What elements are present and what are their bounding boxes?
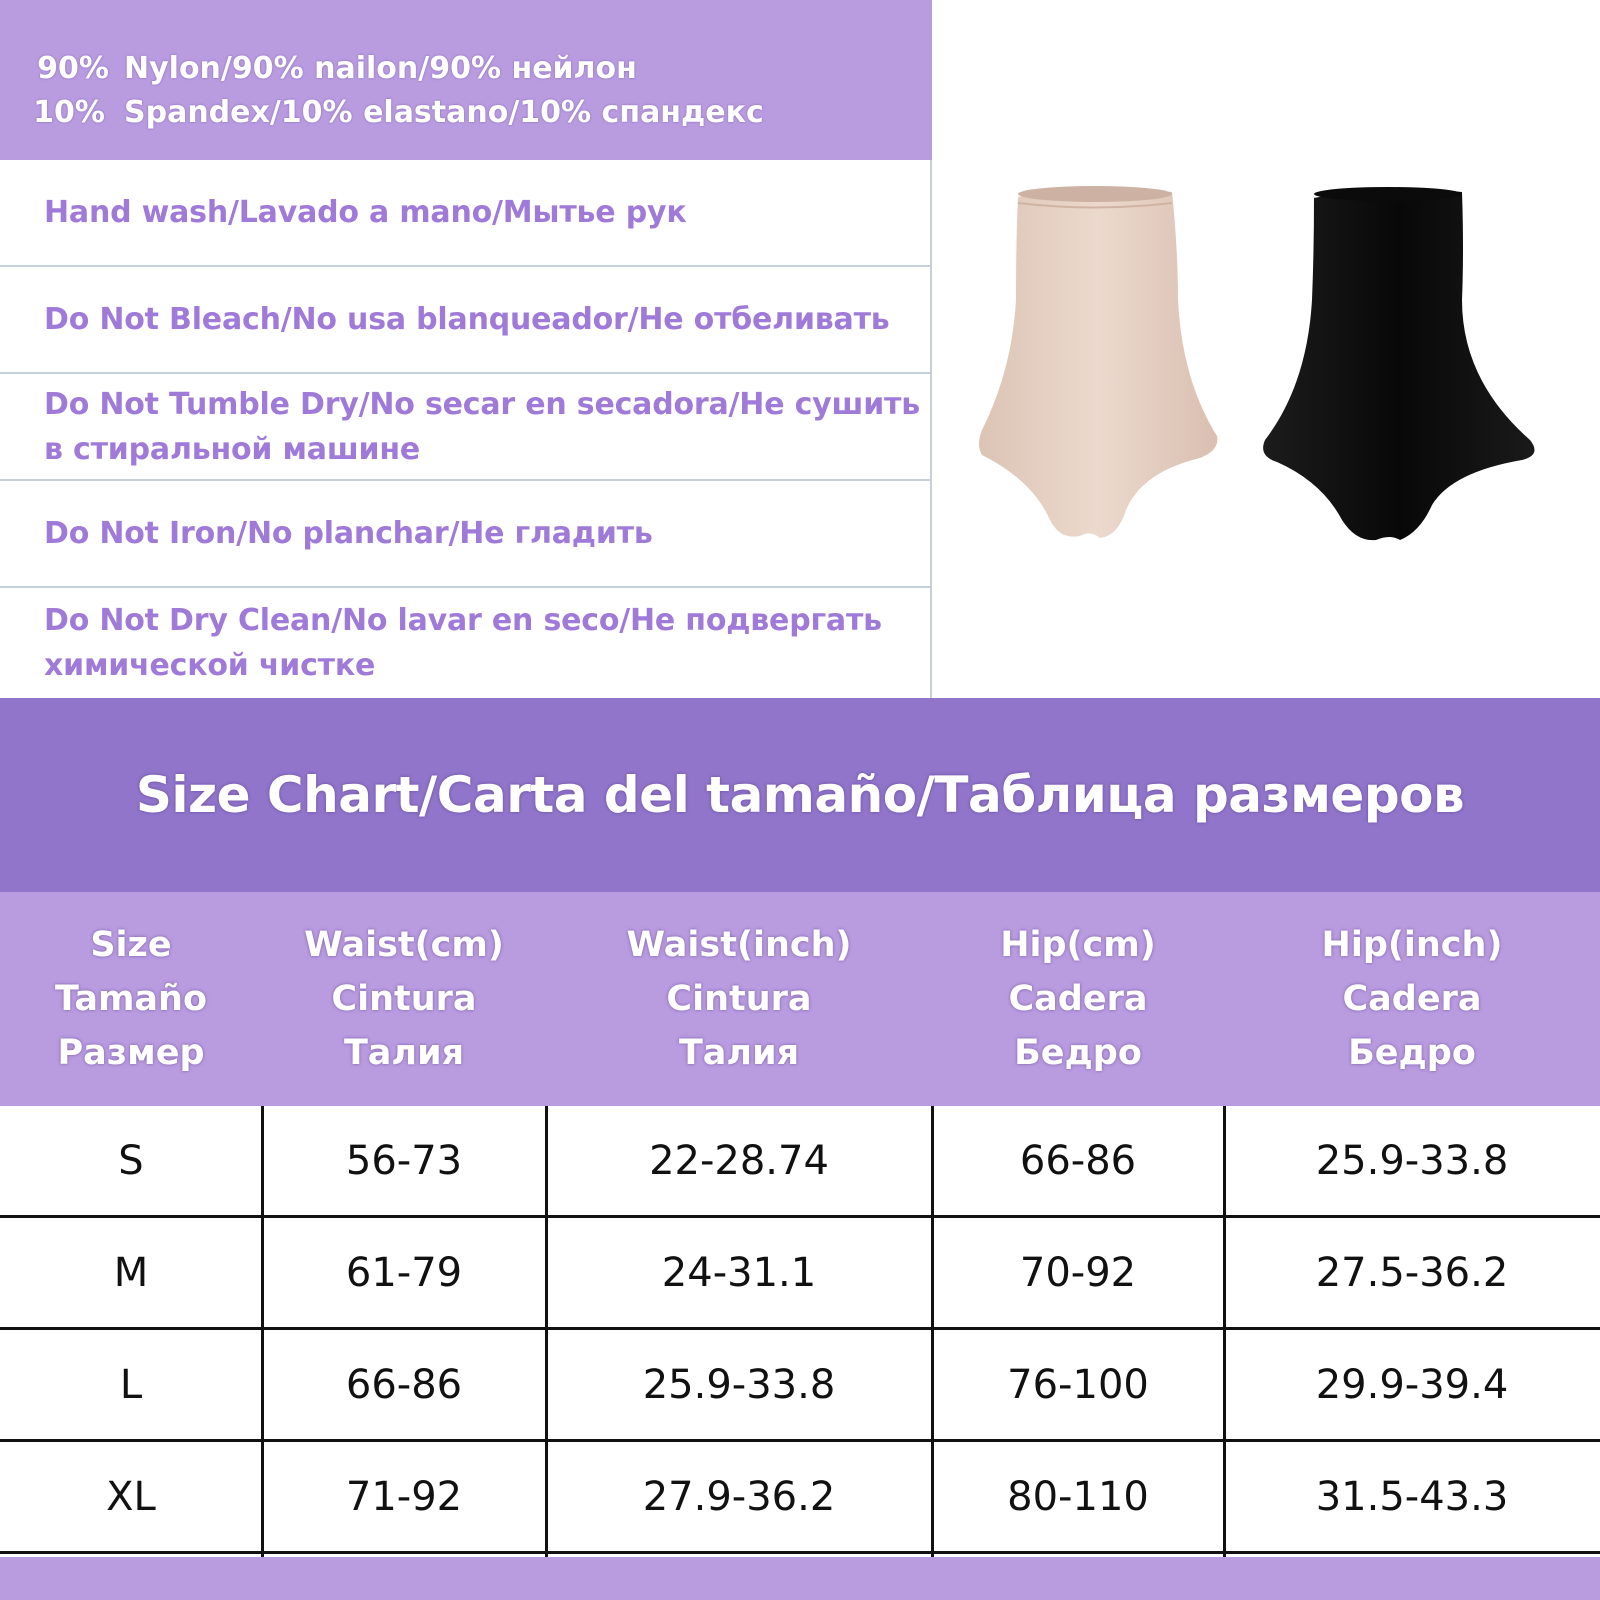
product-images (932, 0, 1600, 698)
table-row (0, 1442, 1600, 1554)
cell-size: XL (106, 1473, 156, 1520)
cell-size: M (113, 1249, 149, 1296)
material-description: Nylon/90% nailon/90% нейлон (124, 51, 637, 86)
size-table-body (0, 1106, 1600, 1557)
header-label: Waist(cm) (304, 925, 504, 965)
care-row-no-tumble-dry (0, 374, 932, 481)
care-row-no-bleach (0, 267, 932, 374)
size-chart-title: Size Chart/Carta del tamaño/Таблица размеров (135, 766, 1465, 824)
care-text: Do Not Tumble Dry/No secar en secadora/Не сушить в стиральной машине (44, 386, 920, 467)
material-percent: 10% (33, 95, 105, 130)
cell-waist-cm: 61-79 (345, 1249, 463, 1296)
care-text: Do Not Bleach/No usa blanqueador/Не отбеливать (44, 302, 890, 337)
size-table-header (0, 892, 1600, 1106)
header-waist-cm (262, 892, 546, 1106)
cell-hip-cm: 70-92 (1019, 1249, 1137, 1296)
care-text: Hand wash/Lavado a mano/Мытье рук (44, 195, 687, 230)
cell-waist-cm: 66-86 (345, 1361, 463, 1408)
table-column-divider (931, 1106, 934, 1557)
cell-waist-inch: 22-28.74 (649, 1137, 829, 1184)
table-column-divider (1223, 1106, 1226, 1557)
header-hip-cm (932, 892, 1224, 1106)
header-label: Бедро (1348, 1033, 1476, 1073)
care-row-no-iron (0, 481, 932, 588)
care-panel (0, 0, 932, 698)
cell-waist-inch: 25.9-33.8 (642, 1361, 836, 1408)
header-label: Cadera (1008, 979, 1148, 1019)
material-description: Spandex/10% elastano/10% спандекс (124, 95, 764, 130)
table-row (0, 1106, 1600, 1218)
size-chart-banner (0, 698, 1600, 892)
header-label: Hip(inch) (1321, 925, 1503, 965)
header-label: Tamaño (54, 979, 208, 1019)
header-label: Талия (678, 1033, 800, 1073)
cell-size: L (119, 1361, 143, 1408)
nude-shapewear-image (979, 186, 1217, 538)
cell-hip-inch: 29.9-39.4 (1315, 1361, 1509, 1408)
cell-hip-inch: 31.5-43.3 (1315, 1473, 1509, 1520)
header-waist-inch (546, 892, 932, 1106)
cell-waist-inch: 27.9-36.2 (642, 1473, 836, 1520)
header-label: Waist(inch) (626, 925, 852, 965)
header-label: Hip(cm) (1000, 925, 1156, 965)
material-composition (0, 0, 932, 160)
header-label: Талия (343, 1033, 465, 1073)
cell-hip-inch: 25.9-33.8 (1315, 1137, 1509, 1184)
header-label: Size (90, 925, 172, 965)
header-label: Cintura (666, 979, 812, 1019)
header-label: Cadera (1342, 979, 1482, 1019)
cell-waist-cm: 71-92 (345, 1473, 463, 1520)
bottom-band (0, 1557, 1600, 1600)
care-text: Do Not Iron/No planchar/Не гладить (44, 516, 653, 551)
header-size (0, 892, 262, 1106)
black-shapewear-image (1263, 187, 1534, 540)
header-label: Размер (57, 1033, 205, 1073)
care-text: Do Not Dry Clean/No lavar en seco/Не подвергать химической чистке (44, 603, 882, 683)
material-percent: 90% (37, 51, 109, 86)
cell-hip-cm: 80-110 (1007, 1473, 1149, 1520)
cell-size: S (118, 1137, 144, 1184)
header-hip-inch (1224, 892, 1600, 1106)
table-row (0, 1218, 1600, 1330)
care-row-no-dry-clean (0, 588, 932, 698)
care-row-hand-wash (0, 160, 932, 267)
header-label: Бедро (1014, 1033, 1142, 1073)
table-row (0, 1330, 1600, 1442)
cell-hip-cm: 66-86 (1019, 1137, 1137, 1184)
header-label: Cintura (331, 979, 477, 1019)
cell-waist-inch: 24-31.1 (661, 1249, 817, 1296)
cell-hip-inch: 27.5-36.2 (1315, 1249, 1509, 1296)
table-column-divider (261, 1106, 264, 1557)
cell-hip-cm: 76-100 (1007, 1361, 1149, 1408)
cell-waist-cm: 56-73 (345, 1137, 463, 1184)
table-column-divider (545, 1106, 548, 1557)
